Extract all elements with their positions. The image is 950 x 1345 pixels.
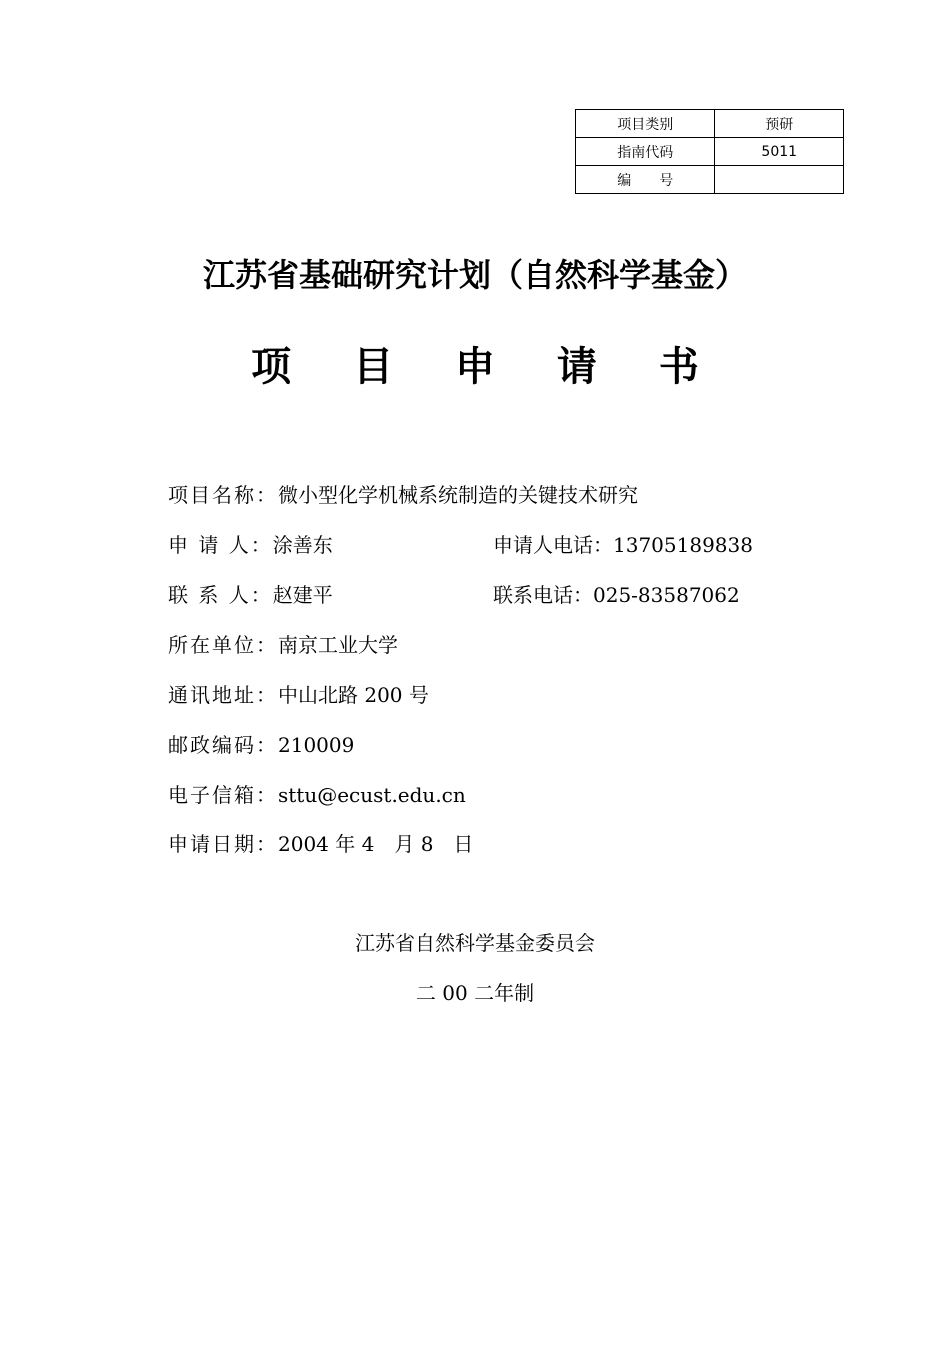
unit-field [168, 632, 398, 658]
guide-code-label: 指南代码 [576, 138, 715, 166]
address-label: 通讯地址： [168, 683, 278, 707]
applicant-phone-label: 申请人电话： [493, 533, 613, 557]
contact-label: 联 系 人： [168, 583, 273, 607]
address-value: 中山北路 200 号 [278, 683, 429, 707]
project-meta-table [575, 109, 844, 194]
footer-organization: 江苏省自然科学基金委员会 [355, 931, 595, 955]
applicant-phone-value: 13705189838 [613, 533, 753, 557]
serial-number-value [715, 166, 844, 194]
table-row [576, 166, 844, 194]
date-value: 2004 年 4 月 8 日 [278, 832, 474, 856]
contact-value: 赵建平 [272, 583, 333, 607]
project-category-value: 预研 [715, 110, 844, 138]
postcode-field [168, 732, 354, 758]
document-title: 江苏省基础研究计划（自然科学基金） [202, 256, 747, 294]
document-subtitle: 项 目 申 请 书 [251, 344, 723, 390]
applicant-label: 申 请 人： [168, 533, 273, 557]
project-name-label: 项目名称： [168, 483, 278, 507]
email-label: 电子信箱： [168, 783, 278, 807]
contact-phone-value: 025-83587062 [593, 583, 740, 607]
applicant-value: 涂善东 [272, 533, 333, 557]
footer-year: 二 00 二年制 [415, 981, 535, 1005]
project-category-label: 项目类别 [576, 110, 715, 138]
serial-number-label: 编 号 [576, 166, 715, 194]
email-field [168, 782, 466, 808]
contact-phone-label: 联系电话： [493, 583, 593, 607]
guide-code-value: 5011 [715, 138, 844, 166]
contact-field [168, 582, 333, 608]
unit-label: 所在单位： [168, 633, 278, 657]
table-row [576, 138, 844, 166]
contact-phone-field [493, 582, 740, 608]
project-name-field [168, 482, 638, 508]
table-row [576, 110, 844, 138]
date-field [168, 831, 473, 857]
postcode-value: 210009 [278, 733, 355, 757]
unit-value: 南京工业大学 [278, 633, 398, 657]
email-value: sttu@ecust.edu.cn [278, 783, 466, 807]
applicant-field [168, 532, 333, 558]
postcode-label: 邮政编码： [168, 733, 278, 757]
applicant-phone-field [493, 532, 753, 558]
address-field [168, 682, 429, 708]
date-label: 申请日期： [168, 832, 278, 856]
project-name-value: 微小型化学机械系统制造的关键技术研究 [278, 483, 638, 507]
